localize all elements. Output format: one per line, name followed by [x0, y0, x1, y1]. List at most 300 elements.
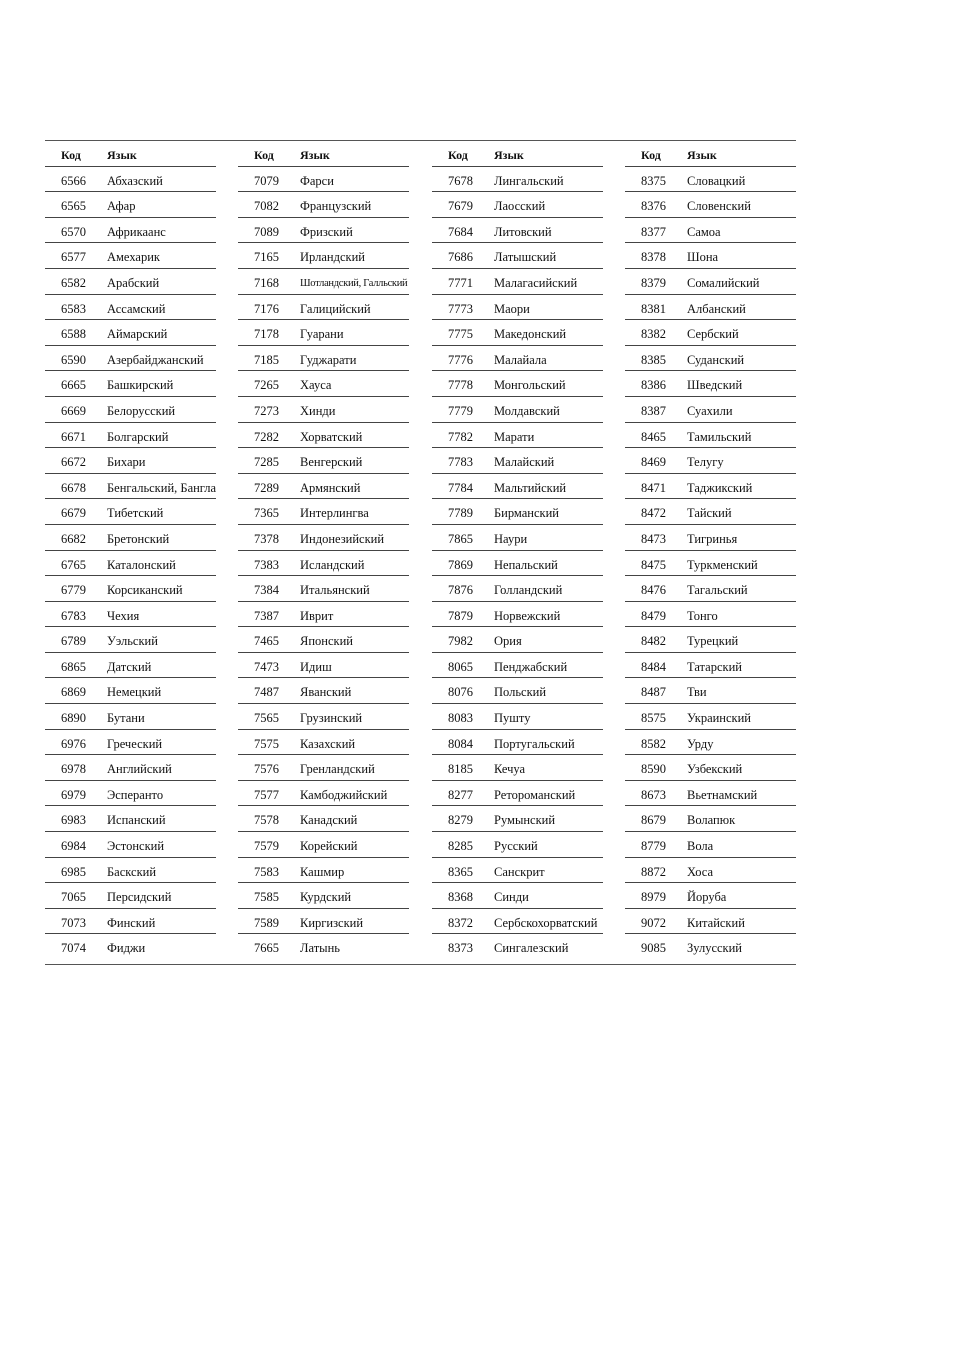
language-name: Тибетский [107, 506, 164, 521]
table-row [45, 755, 216, 781]
language-code: 8469 [641, 455, 666, 470]
language-name: Датский [107, 659, 152, 674]
language-name: Галицийский [300, 301, 371, 316]
language-name: Сомалийский [687, 275, 760, 290]
table-row [45, 243, 216, 269]
language-code: 7776 [448, 352, 473, 367]
language-name: Бихари [107, 455, 146, 470]
table-row [238, 218, 409, 244]
language-name: Гуджарати [300, 352, 357, 367]
language-name: Бирманский [494, 506, 559, 521]
table-row [238, 397, 409, 423]
language-code: 7165 [254, 250, 279, 265]
table-row [45, 448, 216, 474]
header-language-label: Язык [687, 148, 717, 162]
language-code: 8582 [641, 736, 666, 751]
header-code-label: Код [254, 148, 274, 162]
language-name: Французский [300, 199, 372, 214]
language-code: 8465 [641, 429, 666, 444]
language-code: 7778 [448, 378, 473, 393]
language-name: Вьетнамский [687, 787, 758, 802]
language-code: 8590 [641, 762, 666, 777]
language-code: 7074 [61, 941, 86, 956]
table-row [625, 218, 796, 244]
language-code: 7585 [254, 890, 279, 905]
language-name: Тви [687, 685, 707, 700]
table-row [238, 602, 409, 628]
language-name: Тигринья [687, 531, 738, 546]
language-name: Идиш [300, 659, 332, 674]
language-code: 7387 [254, 608, 279, 623]
table-row [238, 730, 409, 756]
language-code: 6583 [61, 301, 86, 316]
table-row [432, 320, 603, 346]
table-row [45, 653, 216, 679]
language-code: 8387 [641, 403, 666, 418]
table-row [45, 423, 216, 449]
table-row [432, 806, 603, 832]
language-name: Малайский [494, 455, 555, 470]
table-column-4 [625, 141, 796, 960]
table-row [625, 525, 796, 551]
table-row [45, 218, 216, 244]
table-row [238, 858, 409, 884]
table-row [432, 858, 603, 884]
language-name: Японский [300, 634, 353, 649]
table-row [432, 551, 603, 577]
language-code: 7577 [254, 787, 279, 802]
table-row [238, 934, 409, 960]
table-row [625, 243, 796, 269]
language-code: 7865 [448, 531, 473, 546]
table-row [625, 269, 796, 295]
language-name: Кашмир [300, 864, 345, 879]
language-code: 7578 [254, 813, 279, 828]
language-code: 6577 [61, 250, 86, 265]
table-row [45, 934, 216, 960]
language-code: 8277 [448, 787, 473, 802]
language-name: Молдавский [494, 403, 560, 418]
language-name: Латышский [494, 250, 557, 265]
language-code: 8373 [448, 941, 473, 956]
table-row [432, 627, 603, 653]
language-code: 7273 [254, 403, 279, 418]
language-code: 7782 [448, 429, 473, 444]
language-name: Исландский [300, 557, 365, 572]
table-header-row [625, 141, 796, 167]
table-row [45, 551, 216, 577]
table-row [432, 909, 603, 935]
language-name: Норвежский [494, 608, 561, 623]
language-name: Шона [687, 250, 719, 265]
table-row [238, 704, 409, 730]
table-row [432, 448, 603, 474]
language-code: 8487 [641, 685, 666, 700]
language-code: 8279 [448, 813, 473, 828]
language-name: Таджикский [687, 480, 753, 495]
table-row [45, 602, 216, 628]
language-code: 7686 [448, 250, 473, 265]
language-code: 8365 [448, 864, 473, 879]
language-name: Сингалезский [494, 941, 569, 956]
table-row [238, 755, 409, 781]
language-code: 6865 [61, 659, 86, 674]
language-name: Пенджабский [494, 659, 568, 674]
language-code: 8484 [641, 659, 666, 674]
language-code: 6985 [61, 864, 86, 879]
table-row [238, 551, 409, 577]
table-row [625, 576, 796, 602]
language-code: 6669 [61, 403, 86, 418]
table-row [238, 371, 409, 397]
language-name: Албанский [687, 301, 746, 316]
language-name: Болгарский [107, 429, 169, 444]
language-name: Узбекский [687, 762, 743, 777]
language-name: Ретороманский [494, 787, 576, 802]
language-name: Индонезийский [300, 531, 385, 546]
language-name: Бенгальский, Бангла [107, 480, 217, 495]
language-code: 8476 [641, 583, 666, 598]
table-row [432, 704, 603, 730]
table-column-2 [238, 141, 409, 960]
language-name: Маори [494, 301, 530, 316]
language-name: Курдский [300, 890, 352, 905]
table-row [432, 832, 603, 858]
header-code-label: Код [641, 148, 661, 162]
language-code: 6671 [61, 429, 86, 444]
language-name: Волапюк [687, 813, 736, 828]
header-code-label: Код [61, 148, 81, 162]
table-row [238, 320, 409, 346]
language-code: 7678 [448, 173, 473, 188]
table-row [238, 678, 409, 704]
table-row [625, 192, 796, 218]
language-code: 7487 [254, 685, 279, 700]
table-column-3 [432, 141, 603, 960]
language-code: 6789 [61, 634, 86, 649]
language-name: Афар [107, 199, 136, 214]
language-code: 7784 [448, 480, 473, 495]
table-row [432, 781, 603, 807]
table-row [625, 295, 796, 321]
language-code: 7082 [254, 199, 279, 214]
language-code: 8076 [448, 685, 473, 700]
language-name: Интерлингва [300, 506, 369, 521]
language-name: Суданский [687, 352, 745, 367]
language-code: 8185 [448, 762, 473, 777]
table-row [625, 474, 796, 500]
table-row [432, 499, 603, 525]
language-name: Малагасийский [494, 275, 578, 290]
language-name: Гренландский [300, 762, 375, 777]
language-name: Гуарани [300, 327, 344, 342]
language-name: Русский [494, 839, 538, 854]
header-language-label: Язык [107, 148, 137, 162]
table-row [238, 269, 409, 295]
language-code: 8285 [448, 839, 473, 854]
language-code: 8382 [641, 327, 666, 342]
language-code: 7473 [254, 659, 279, 674]
language-code: 7576 [254, 762, 279, 777]
table-column-1 [45, 141, 216, 960]
language-name: Эсперанто [107, 787, 164, 802]
language-code: 8368 [448, 890, 473, 905]
language-name: Турецкий [687, 634, 739, 649]
table-header-row [45, 141, 216, 167]
language-name: Словенский [687, 199, 751, 214]
table-row [238, 576, 409, 602]
header-code-label: Код [448, 148, 468, 162]
table-row [45, 397, 216, 423]
language-name: Аймарский [107, 327, 168, 342]
language-name: Лингальский [494, 173, 564, 188]
language-code: 7185 [254, 352, 279, 367]
table-row [432, 295, 603, 321]
table-row [625, 781, 796, 807]
table-row [238, 627, 409, 653]
language-name: Словацкий [687, 173, 746, 188]
language-code: 8472 [641, 506, 666, 521]
table-row [238, 423, 409, 449]
language-code: 7465 [254, 634, 279, 649]
language-name: Польский [494, 685, 547, 700]
table-row [45, 678, 216, 704]
language-name: Голландский [494, 583, 563, 598]
language-name: Ирландский [300, 250, 365, 265]
language-code: 8375 [641, 173, 666, 188]
table-row [45, 883, 216, 909]
language-code: 7365 [254, 506, 279, 521]
language-code: 8378 [641, 250, 666, 265]
language-name: Бретонский [107, 531, 170, 546]
table-row [432, 602, 603, 628]
language-name: Африкаанс [107, 224, 166, 239]
language-code: 8381 [641, 301, 666, 316]
table-row [432, 346, 603, 372]
language-code: 7982 [448, 634, 473, 649]
language-code: 8679 [641, 813, 666, 828]
table-row [238, 346, 409, 372]
language-name: Фиджи [107, 941, 146, 956]
language-code: 6588 [61, 327, 86, 342]
language-name: Персидский [107, 890, 172, 905]
table-row [238, 167, 409, 193]
header-language-label: Язык [300, 148, 330, 162]
language-name: Английский [107, 762, 172, 777]
language-name: Португальский [494, 736, 575, 751]
language-code: 8084 [448, 736, 473, 751]
table-row [45, 909, 216, 935]
language-name: Хоса [687, 864, 714, 879]
language-code: 7665 [254, 941, 279, 956]
table-row [625, 832, 796, 858]
language-code: 6783 [61, 608, 86, 623]
table-row [625, 602, 796, 628]
language-code: 8083 [448, 711, 473, 726]
language-code: 7168 [254, 275, 279, 290]
language-name: Абхазский [107, 173, 163, 188]
table-row [238, 499, 409, 525]
language-name: Вола [687, 839, 714, 854]
language-code: 7771 [448, 275, 473, 290]
language-code: 8475 [641, 557, 666, 572]
language-name: Грузинский [300, 711, 363, 726]
language-code: 8779 [641, 839, 666, 854]
language-code: 6979 [61, 787, 86, 802]
language-code: 6679 [61, 506, 86, 521]
table-header-row [238, 141, 409, 167]
language-name: Бутани [107, 711, 145, 726]
language-code: 7282 [254, 429, 279, 444]
language-code: 7384 [254, 583, 279, 598]
language-name: Азербайджанский [107, 352, 204, 367]
table-row [432, 474, 603, 500]
language-name: Туркменский [687, 557, 758, 572]
language-code: 6678 [61, 480, 86, 495]
language-code: 7679 [448, 199, 473, 214]
language-code: 6682 [61, 531, 86, 546]
language-code: 7779 [448, 403, 473, 418]
language-name: Яванский [300, 685, 352, 700]
table-row [45, 730, 216, 756]
table-row [625, 551, 796, 577]
table-row [432, 883, 603, 909]
language-code: 7876 [448, 583, 473, 598]
language-name: Йоруба [687, 890, 727, 905]
language-code: 8379 [641, 275, 666, 290]
table-row [625, 858, 796, 884]
table-row [432, 934, 603, 960]
language-name: Башкирский [107, 378, 174, 393]
language-code: 7879 [448, 608, 473, 623]
language-code: 7285 [254, 455, 279, 470]
language-name: Кечуа [494, 762, 526, 777]
language-name: Иврит [300, 608, 334, 623]
table-header-row [432, 141, 603, 167]
table-row [432, 423, 603, 449]
language-code: 8479 [641, 608, 666, 623]
language-name: Непальский [494, 557, 558, 572]
language-name: Пушту [494, 711, 531, 726]
language-name: Татарский [687, 659, 742, 674]
language-name: Сербскохорватский [494, 915, 598, 930]
language-name: Хинди [300, 403, 336, 418]
language-code: 6978 [61, 762, 86, 777]
table-row [432, 755, 603, 781]
table-row [238, 243, 409, 269]
language-code: 8979 [641, 890, 666, 905]
language-name: Мальтийский [494, 480, 567, 495]
language-code: 8575 [641, 711, 666, 726]
table-row [45, 499, 216, 525]
language-code: 7265 [254, 378, 279, 393]
language-name: Уэльский [107, 634, 158, 649]
table-row [432, 397, 603, 423]
table-row [238, 781, 409, 807]
table-row [238, 525, 409, 551]
language-code: 7869 [448, 557, 473, 572]
language-code: 6779 [61, 583, 86, 598]
language-name: Эстонский [107, 839, 165, 854]
language-name: Хорватский [300, 429, 363, 444]
language-name: Китайский [687, 915, 745, 930]
language-name: Румынский [494, 813, 556, 828]
language-code: 8473 [641, 531, 666, 546]
table-row [625, 346, 796, 372]
language-code: 8872 [641, 864, 666, 879]
language-code: 8386 [641, 378, 666, 393]
language-name: Ория [494, 634, 522, 649]
table-row [432, 525, 603, 551]
language-name: Баскский [107, 864, 157, 879]
table-row [45, 320, 216, 346]
language-name: Тагальский [687, 583, 748, 598]
language-code: 7783 [448, 455, 473, 470]
language-code: 7383 [254, 557, 279, 572]
language-code: 7378 [254, 531, 279, 546]
table-row [238, 295, 409, 321]
language-code: 7575 [254, 736, 279, 751]
language-name: Марати [494, 429, 535, 444]
table-row [625, 423, 796, 449]
language-name: Камбоджийский [300, 787, 388, 802]
table-row [45, 474, 216, 500]
header-language-label: Язык [494, 148, 524, 162]
language-code: 7789 [448, 506, 473, 521]
table-row [238, 474, 409, 500]
language-code: 6672 [61, 455, 86, 470]
language-code: 8385 [641, 352, 666, 367]
language-name: Финский [107, 915, 156, 930]
language-name: Суахили [687, 403, 733, 418]
language-code: 7579 [254, 839, 279, 854]
language-name: Тайский [687, 506, 732, 521]
table-row [625, 755, 796, 781]
language-name: Лаосский [494, 199, 546, 214]
language-code: 9072 [641, 915, 666, 930]
table-row [432, 371, 603, 397]
language-code: 6765 [61, 557, 86, 572]
table-row [432, 192, 603, 218]
language-code: 8377 [641, 224, 666, 239]
table-row [45, 525, 216, 551]
table-row [432, 653, 603, 679]
table-row [625, 167, 796, 193]
table-row [45, 806, 216, 832]
language-name: Украинский [687, 711, 752, 726]
language-name: Киргизский [300, 915, 364, 930]
language-name: Сербский [687, 327, 739, 342]
table-row [238, 192, 409, 218]
table-row [45, 858, 216, 884]
language-name: Итальянский [300, 583, 370, 598]
table-row [432, 218, 603, 244]
language-code: 7176 [254, 301, 279, 316]
language-name: Амехарик [107, 250, 160, 265]
language-name: Ассамский [107, 301, 166, 316]
table-row [432, 678, 603, 704]
language-code: 6590 [61, 352, 86, 367]
language-name: Фризский [300, 224, 353, 239]
language-code: 6869 [61, 685, 86, 700]
language-name: Хауса [300, 378, 332, 393]
language-code: 8673 [641, 787, 666, 802]
language-name: Литовский [494, 224, 552, 239]
table-row [625, 320, 796, 346]
language-code: 6665 [61, 378, 86, 393]
language-code: 7178 [254, 327, 279, 342]
language-code: 6984 [61, 839, 86, 854]
